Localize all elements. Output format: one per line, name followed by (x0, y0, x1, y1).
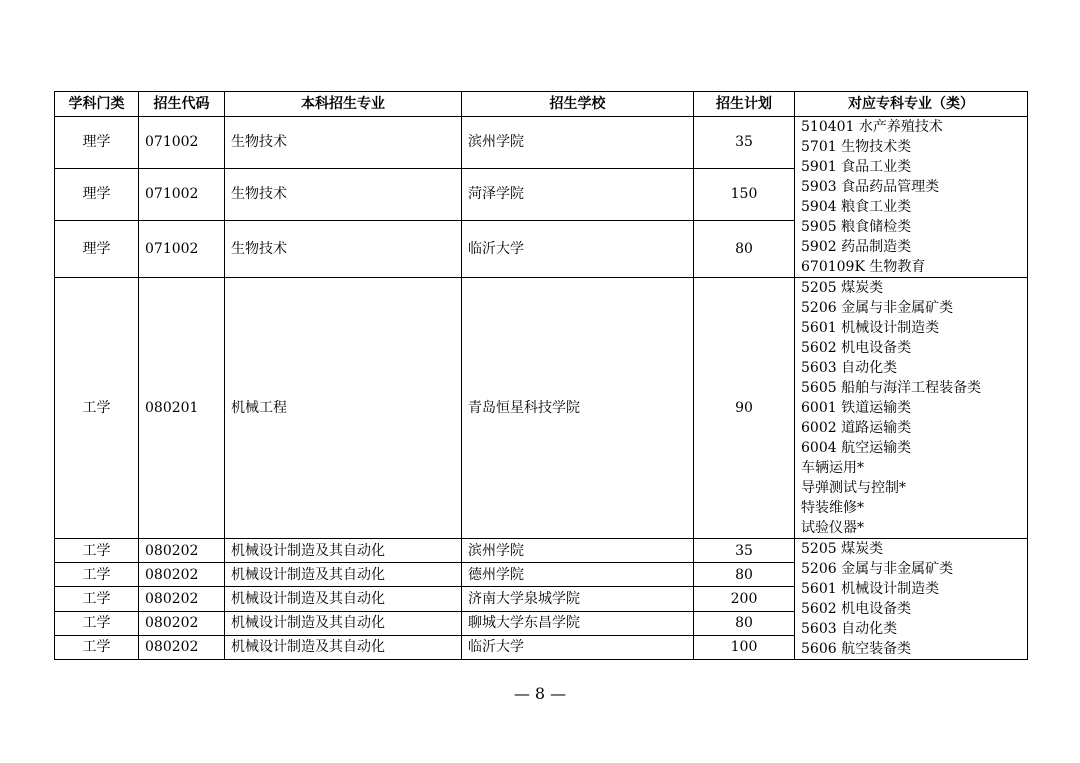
header-major: 本科招生专业 (225, 92, 462, 117)
cell-code: 071002 (139, 168, 225, 221)
cell-major: 机械设计制造及其自动化 (225, 563, 462, 587)
cell-major: 机械设计制造及其自动化 (225, 611, 462, 635)
cell-plan: 90 (694, 278, 795, 539)
cell-discipline: 理学 (55, 168, 139, 221)
junior-major-item: 5206 金属与非金属矿类 (801, 300, 954, 316)
junior-major-item: 5205 煤炭类 (801, 541, 884, 557)
junior-major-item: 5603 自动化类 (801, 621, 898, 637)
enrollment-table (54, 91, 1028, 660)
junior-major-item: 5605 船舶与海洋工程装备类 (801, 380, 982, 396)
cell-school: 青岛恒星科技学院 (462, 278, 694, 539)
junior-major-item: 5701 生物技术类 (801, 139, 912, 155)
header-code: 招生代码 (139, 92, 225, 117)
cell-discipline: 工学 (55, 539, 139, 563)
page-number: — 8 — (513, 684, 567, 703)
table-header-row (55, 92, 1028, 117)
cell-code: 080202 (139, 539, 225, 563)
cell-plan: 100 (694, 635, 795, 659)
junior-major-item: 特装维修* (801, 500, 864, 516)
junior-major-item: 5601 机械设计制造类 (801, 320, 940, 336)
junior-major-item: 6001 铁道运输类 (801, 400, 912, 416)
header-discipline: 学科门类 (55, 92, 139, 117)
cell-discipline: 工学 (55, 278, 139, 539)
junior-major-item: 5606 航空装备类 (801, 641, 912, 657)
cell-school: 聊城大学东昌学院 (462, 611, 694, 635)
table-row (55, 117, 1028, 169)
cell-discipline: 工学 (55, 563, 139, 587)
cell-major: 生物技术 (225, 117, 462, 169)
cell-school: 济南大学泉城学院 (462, 587, 694, 611)
junior-major-item: 5602 机电设备类 (801, 601, 912, 617)
junior-major-item: 5601 机械设计制造类 (801, 581, 940, 597)
cell-plan: 35 (694, 117, 795, 169)
junior-major-item: 510401 水产养殖技术 (801, 119, 943, 135)
cell-school: 滨州学院 (462, 539, 694, 563)
cell-major: 生物技术 (225, 168, 462, 221)
cell-school: 滨州学院 (462, 117, 694, 169)
table-row (55, 539, 1028, 563)
header-plan: 招生计划 (694, 92, 795, 117)
cell-school: 临沂大学 (462, 635, 694, 659)
cell-discipline: 工学 (55, 587, 139, 611)
cell-plan: 150 (694, 168, 795, 221)
junior-major-item: 5901 食品工业类 (801, 159, 912, 175)
junior-major-item: 5904 粮食工业类 (801, 199, 912, 215)
junior-major-item: 5206 金属与非金属矿类 (801, 561, 954, 577)
junior-major-item: 6004 航空运输类 (801, 440, 912, 456)
cell-discipline: 理学 (55, 117, 139, 169)
cell-discipline: 理学 (55, 221, 139, 278)
cell-code: 080202 (139, 611, 225, 635)
cell-plan: 80 (694, 563, 795, 587)
junior-major-item: 5602 机电设备类 (801, 340, 912, 356)
cell-school: 临沂大学 (462, 221, 694, 278)
cell-discipline: 工学 (55, 635, 139, 659)
junior-major-item: 5603 自动化类 (801, 360, 898, 376)
junior-major-item: 试验仪器* (801, 520, 864, 536)
cell-school: 德州学院 (462, 563, 694, 587)
cell-junior-majors (795, 278, 1028, 539)
cell-code: 080202 (139, 587, 225, 611)
cell-plan: 200 (694, 587, 795, 611)
cell-plan: 35 (694, 539, 795, 563)
cell-code: 080202 (139, 635, 225, 659)
cell-code: 080202 (139, 563, 225, 587)
cell-major: 机械设计制造及其自动化 (225, 539, 462, 563)
cell-plan: 80 (694, 611, 795, 635)
cell-code: 071002 (139, 221, 225, 278)
header-school: 招生学校 (462, 92, 694, 117)
cell-junior-majors (795, 539, 1028, 660)
junior-major-item: 670109K 生物教育 (801, 259, 926, 275)
junior-major-item: 6002 道路运输类 (801, 420, 912, 436)
cell-code: 071002 (139, 117, 225, 169)
cell-major: 机械设计制造及其自动化 (225, 635, 462, 659)
junior-major-item: 5205 煤炭类 (801, 280, 884, 296)
cell-major: 生物技术 (225, 221, 462, 278)
cell-major: 机械工程 (225, 278, 462, 539)
junior-major-item: 5905 粮食储检类 (801, 219, 912, 235)
cell-discipline: 工学 (55, 611, 139, 635)
header-junior-majors: 对应专科专业（类） (795, 92, 1028, 117)
table-row (55, 278, 1028, 539)
junior-major-item: 导弹测试与控制* (801, 480, 906, 496)
junior-major-item: 5902 药品制造类 (801, 239, 912, 255)
junior-major-item: 车辆运用* (801, 460, 864, 476)
cell-plan: 80 (694, 221, 795, 278)
cell-code: 080201 (139, 278, 225, 539)
cell-major: 机械设计制造及其自动化 (225, 587, 462, 611)
cell-junior-majors (795, 117, 1028, 278)
cell-school: 菏泽学院 (462, 168, 694, 221)
junior-major-item: 5903 食品药品管理类 (801, 179, 940, 195)
